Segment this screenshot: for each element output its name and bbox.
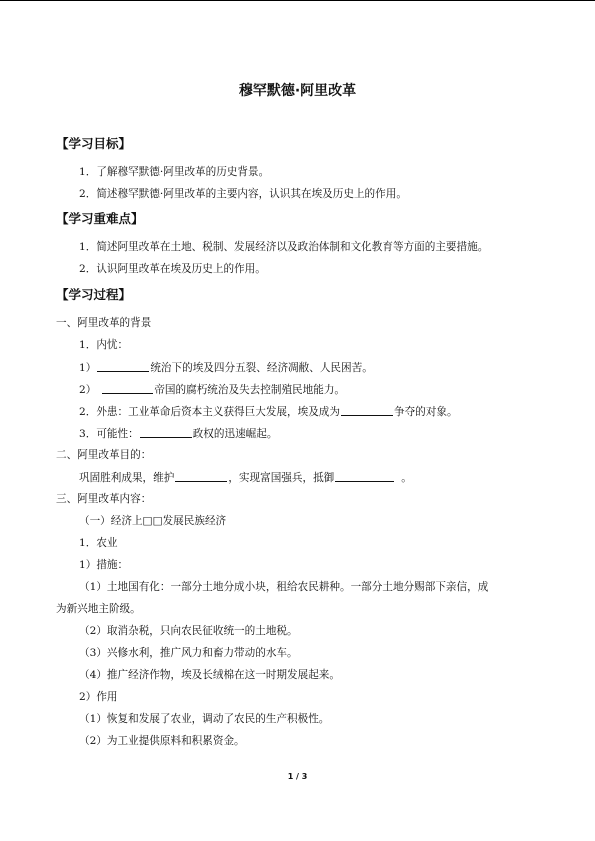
purpose-text-mid: ，实现富国强兵，抵御 [228,472,335,484]
effect-1: （1）恢复和发展了农业，调动了农民的生产积极性。 [79,713,330,725]
item-effect: 2）作用 [79,691,118,703]
possibility-text: 3．可能性： [79,428,139,440]
key-point-1: 1．简述阿里改革在土地、税制、发展经济以及政治体制和文化教育等方面的主要措施。 [79,241,489,253]
section-heading-process: 【学习过程】 [56,287,132,302]
item-agriculture: 1．农业 [79,537,118,549]
item-measures: 1）措施： [79,559,129,571]
effect-2: （2）为工业提供原料和积累资金。 [79,735,245,747]
internal-item-1-prefix: 1） [79,362,97,374]
key-point-2: 2．认识阿里改革在埃及历史上的作用。 [79,263,266,275]
measure-1-line-2: 为新兴地主阶级。 [56,603,141,615]
fill-blank-4[interactable] [140,426,192,438]
purpose-text-end: 。 [401,472,412,484]
heading-content: 三、阿里改革内容： [56,493,152,505]
page-title: 穆罕默德·阿里改革 [238,83,357,99]
possibility [79,426,277,441]
internal-item-2-prefix: 2） [79,384,97,396]
page-number: 1 / 3 [287,772,308,781]
section-heading-goals: 【学习目标】 [56,136,132,151]
purpose-text [79,470,412,485]
purpose-text-start: 巩固胜利成果，维护 [79,472,175,484]
measure-2: （2）取消杂税，只向农民征收统一的土地税。 [79,625,298,637]
goal-item-1: 1．了解穆罕默德·阿里改革的历史背景。 [79,166,270,178]
internal-item-1-text: 统治下的埃及四分五裂、经济凋敝、人民困苦。 [150,362,373,374]
page-top-rule [0,0,595,1]
external-threat-end: 争夺的对象。 [394,406,458,418]
goal-item-2: 2．简述穆罕默德·阿里改革的主要内容，认识其在埃及历史上的作用。 [79,188,407,200]
fill-blank-1[interactable] [97,360,149,372]
subheading-economy: （一）经济上□□发展民族经济 [79,515,227,527]
heading-background: 一、阿里改革的背景 [56,317,152,329]
external-threat [79,404,458,419]
section-heading-key-points: 【学习重难点】 [56,211,144,226]
fill-blank-5[interactable] [175,470,227,482]
fill-blank-6[interactable] [335,470,394,482]
internal-item-2-text: 帝国的腐朽统治及失去控制殖民地能力。 [154,384,346,396]
external-threat-text: 2．外患：工业革命后资本主义获得巨大发展，埃及成为 [79,406,340,418]
fill-blank-2[interactable] [102,382,153,394]
internal-troubles: 1．内忧： [79,339,129,351]
internal-item-1 [79,360,373,375]
internal-item-2 [79,382,345,397]
measure-4: （4）推广经济作物，埃及长绒棉在这一时期发展起来。 [79,669,340,681]
fill-blank-3[interactable] [341,404,393,416]
measure-1-line-1: （1）土地国有化：一部分土地分成小块，租给农民耕种。一部分土地分赐部下亲信，成 [79,581,489,593]
possibility-end: 政权的迅速崛起。 [192,428,278,440]
heading-purpose: 二、阿里改革目的： [56,449,152,461]
measure-3: （3）兴修水利，推广风力和畜力带动的水车。 [79,647,298,659]
